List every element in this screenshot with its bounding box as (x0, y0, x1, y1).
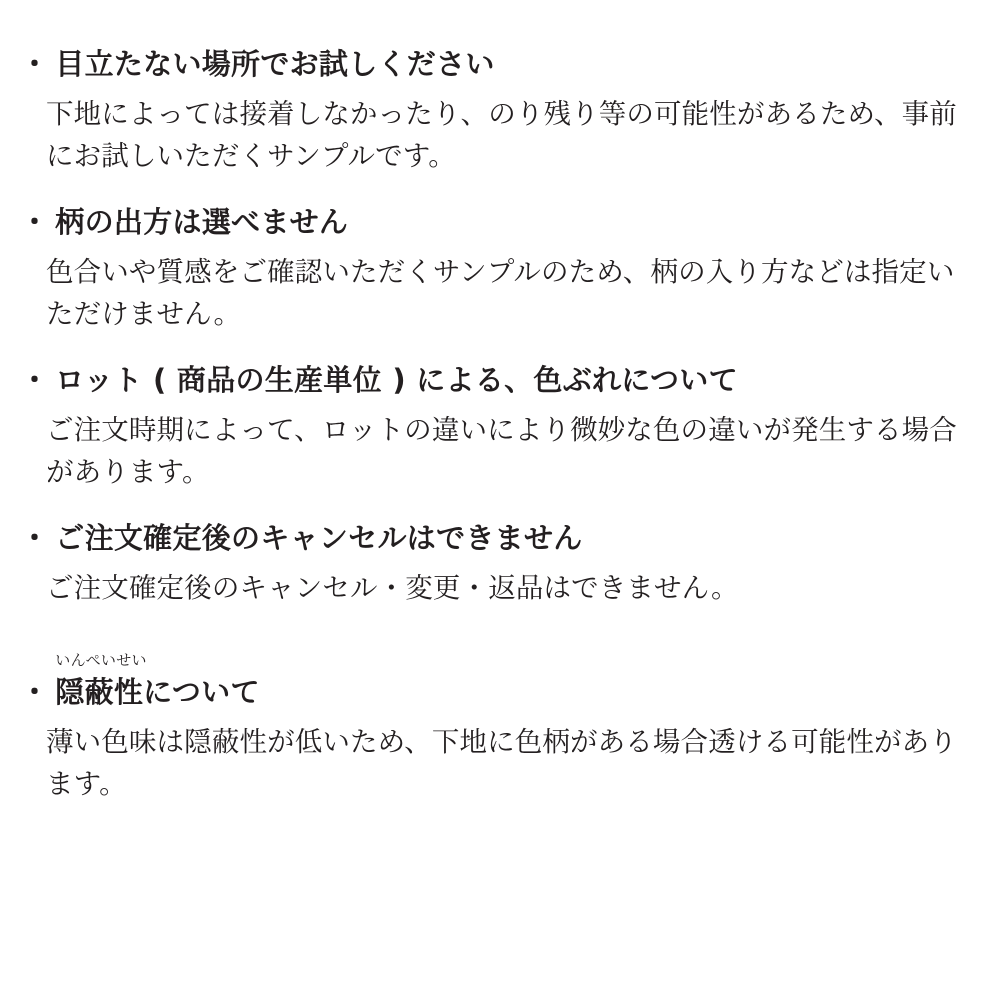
bullet-icon: ・ (20, 47, 50, 81)
note-item-4 (20, 520, 972, 610)
note-heading-3 (20, 362, 972, 398)
bullet-icon: ・ (20, 362, 50, 397)
note-heading-suffix: について (143, 674, 260, 709)
note-heading-text: ご注文確定後のキャンセルはできません (55, 520, 583, 555)
bullet-icon: ・ (20, 520, 50, 555)
bullet-icon: ・ (20, 204, 50, 239)
bullet-icon: ・ (20, 674, 50, 709)
note-heading-2 (20, 204, 972, 240)
note-heading-text: 目立たない場所でお試しください (55, 47, 495, 81)
note-item-2 (20, 204, 972, 336)
note-body-1: 下地によっては接着しなかったり、のり残り等の可能性があるため、事前にお試しいただくサンプルです。 (46, 98, 957, 173)
note-heading-text: ロット ( 商品の生産単位 ) による、色ぶれについて (55, 362, 738, 397)
ruby-group (55, 650, 147, 710)
note-heading-text: 柄の出方は選べません (55, 204, 349, 239)
furigana-text: いんぺいせい (55, 650, 147, 669)
note-body-5: 薄い色味は隠蔽性が低いため、下地に色柄がある場合透ける可能性があります。 (46, 725, 957, 800)
note-heading-1 (20, 46, 972, 82)
note-body-2: 色合いや質感をご確認いただくサンプルのため、柄の入り方などは指定いただけません。 (46, 256, 955, 330)
note-body-4: ご注文確定後のキャンセル・変更・返品はできません。 (46, 571, 739, 604)
note-item-5 (20, 650, 972, 806)
note-body-3: ご注文時期によって、ロットの違いにより微妙な色の違いが発生する場合があります。 (46, 413, 957, 488)
note-heading-4 (20, 520, 972, 556)
ruby-base-text: 隠蔽性 (55, 674, 144, 709)
section-spacer (20, 636, 972, 652)
note-item-1 (20, 46, 972, 178)
note-heading-5 (20, 650, 972, 710)
note-item-3 (20, 362, 972, 494)
